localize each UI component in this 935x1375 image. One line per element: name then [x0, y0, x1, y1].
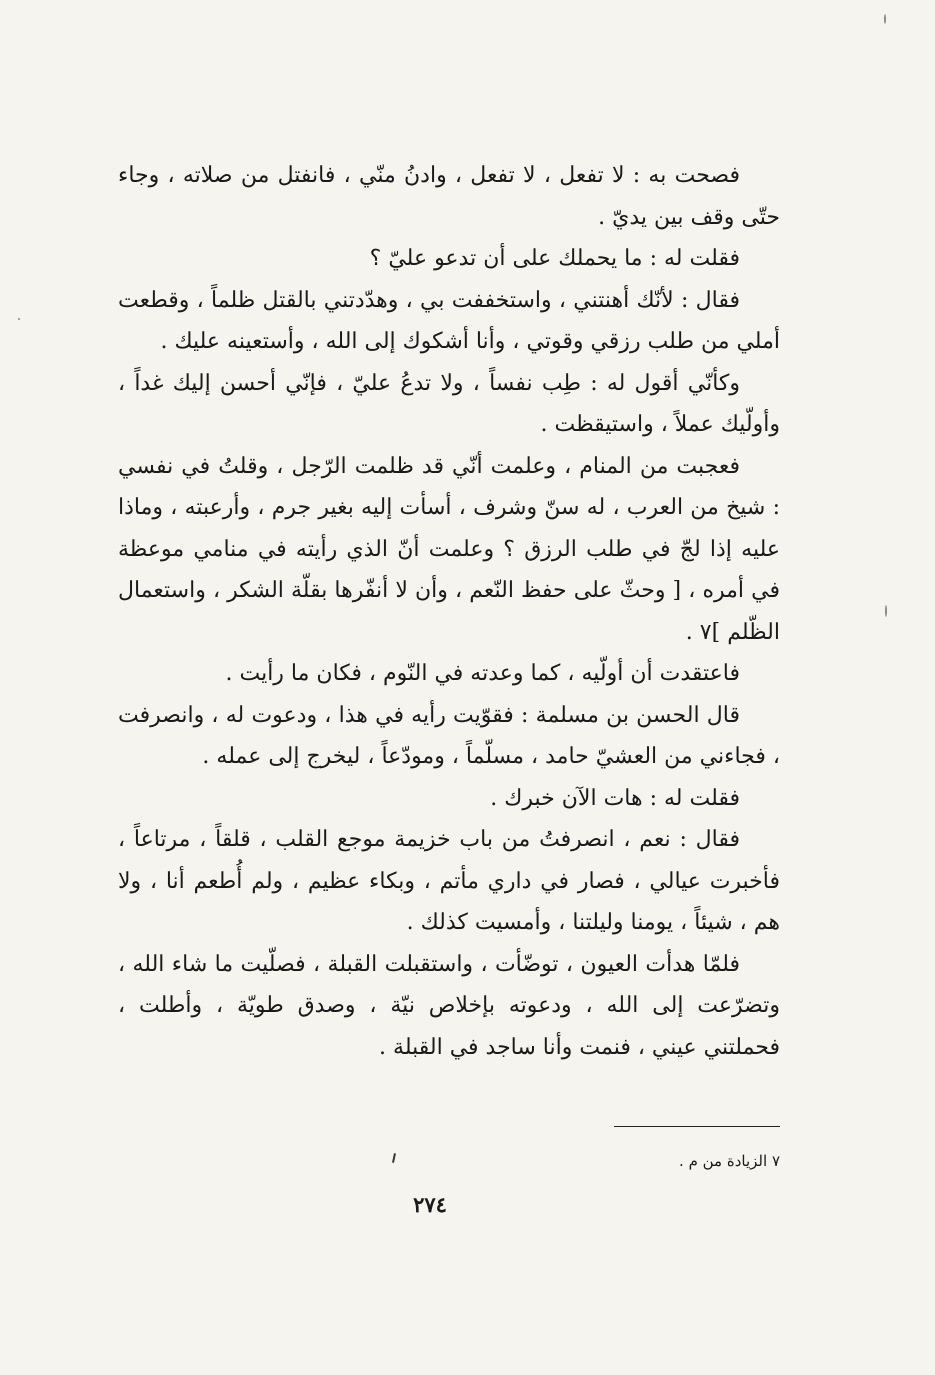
footnote-divider [614, 1126, 780, 1127]
paragraph: فصحت به : لا تفعل ، لا تفعل ، وادنُ منّي ، فانفتل من صلاته ، وجاء حتّى وقف بين يديّ . [118, 163, 780, 230]
paragraph: وكأنّي أقول له : طِب نفساً ، ولا تدعُ عليّ ، فإنّي أحسن إليك غداً ، وأولّيك عملاً ، واستيقظت . [118, 370, 780, 437]
paragraph: فقلت له : هات الآن خبرك . [490, 785, 740, 811]
paragraph: فاعتقدت أن أولّيه ، كما وعدته في النّوم ، فكان ما رأيت . [225, 661, 740, 686]
paragraph: فقال : نعم ، انصرفتُ من باب خزيمة موجع القلب ، قلقاً ، مرتاعاً ، فأخبرت عيالي ، فصار في داري مأتم ، وبكاء عظيم ، ولم أُطعم أنا ، ولا هم ، شيئاً ، يومنا وليلتنا ، وأمسيت كذلك . [118, 827, 780, 935]
main-text [118, 155, 780, 1068]
footnote: ٧ الزيادة من م . [679, 1152, 780, 1170]
paragraph: قال الحسن بن مسلمة : فقوّيت رأيه في هذا ، ودعوت له ، وانصرفت ، فجاءني من العشيّ حامد ، مسلّماً ، ومودّعاً ، ليخرج إلى عمله . [118, 702, 780, 769]
paper-speck [392, 1153, 396, 1163]
paper-speck [885, 605, 887, 617]
paragraph: فعجبت من المنام ، وعلمت أنّي قد ظلمت الرّجل ، وقلتُ في نفسي : شيخ من العرب ، له سنّ وشرف ، أسأت إليه بغير جرم ، وأرعبته ، وماذا عليه إذا لجّ في طلب الرزق ؟ وعلمت أنّ الذي رأيته في منامي موعظة في أمره ، [ وحثّ على حفظ النّعم ، وأن لا أنفّرها بقلّة الشكر ، واستعمال الظّلم ]٧ . [118, 453, 780, 645]
paragraph: فقلت له : ما يحملك على أن تدعو عليّ ؟ [369, 246, 740, 271]
paper-speck [884, 14, 886, 24]
paragraph: فقال : لأنّك أهنتني ، واستخففت بي ، وهدّدتني بالقتل ظلماً ، وقطعت أملي من طلب رزقي وقوتي ، وأنا أشكوك إلى الله ، وأستعينه عليك . [118, 287, 780, 354]
page-number: ٢٧٤ [413, 1192, 447, 1217]
paper-speck [18, 318, 20, 320]
paragraph: فلمّا هدأت العيون ، توضّأت ، واستقبلت القبلة ، فصلّيت ما شاء الله ، وتضرّعت إلى الله ، ودعوته بإخلاص نيّة ، وصدق طويّة ، وأطلت ، فحملتني عيني ، فنمت وأنا ساجد في القبلة . [118, 951, 780, 1060]
